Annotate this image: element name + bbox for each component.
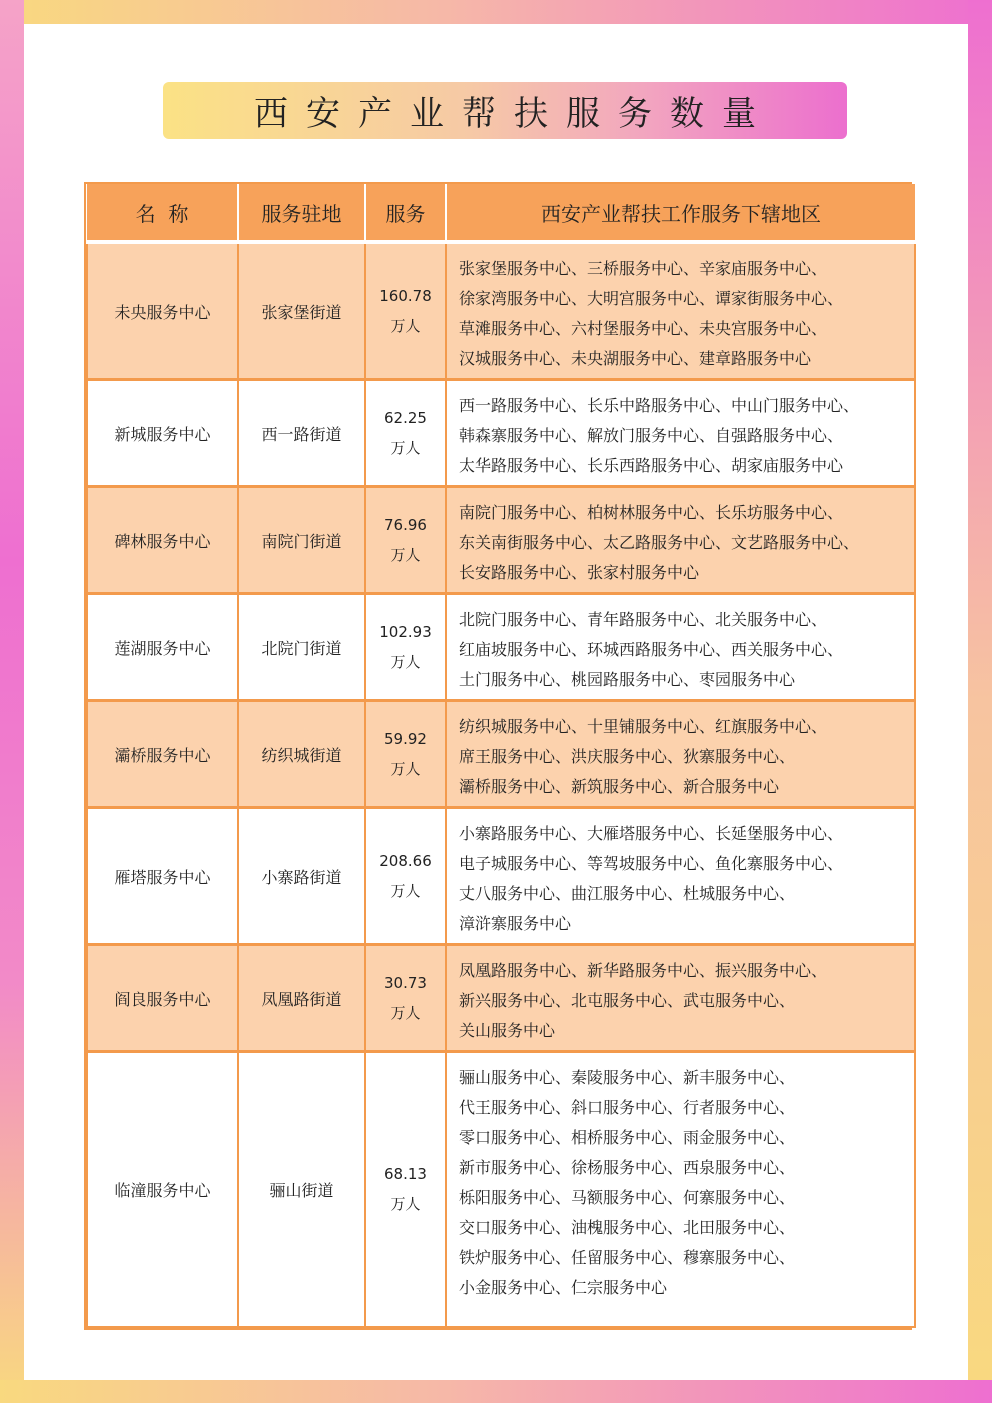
table-row [87,808,915,945]
service-value: 208.66 [379,852,432,870]
decorative-frame-right [968,0,992,1403]
decorative-frame-bottom [0,1380,992,1403]
cell-center-name: 灞桥服务中心 [87,701,238,808]
header-location: 服务驻地 [238,184,365,242]
cell-center-name: 临潼服务中心 [87,1052,238,1327]
cell-location: 小寨路街道 [238,808,365,945]
cell-center-name: 碑林服务中心 [87,487,238,594]
service-value: 68.13 [384,1165,427,1184]
area-line: 太华路服务中心、长乐西路服务中心、胡家庙服务中心 [459,456,844,475]
page-title: 西安产业帮扶服务数量 [254,94,774,134]
decorative-frame-top [0,0,992,24]
service-unit: 万人 [390,1004,421,1022]
table-body [87,242,915,1327]
area-line: 南院门服务中心、柏树林服务中心、长乐坊服务中心、 [459,503,844,522]
area-line: 漳浒寨服务中心 [459,914,572,933]
cell-areas [446,701,915,808]
area-line: 小寨路服务中心、大雁塔服务中心、长延堡服务中心、 [459,824,844,843]
area-line: 新市服务中心、徐杨服务中心、西泉服务中心、 [459,1158,796,1177]
cell-center-name: 莲湖服务中心 [87,594,238,701]
cell-location: 骊山街道 [238,1052,365,1327]
cell-service [365,380,446,487]
area-line: 长安路服务中心、张家村服务中心 [459,563,700,582]
cell-service [365,701,446,808]
header-service: 服务 [365,184,446,242]
area-line: 零口服务中心、相桥服务中心、雨金服务中心、 [459,1128,796,1147]
area-line: 北院门服务中心、青年路服务中心、北关服务中心、 [459,610,828,629]
cell-service [365,487,446,594]
area-line: 席王服务中心、洪庆服务中心、狄寨服务中心、 [459,747,796,766]
area-line: 小金服务中心、仁宗服务中心 [459,1278,668,1297]
table-row [87,701,915,808]
service-unit: 万人 [390,653,421,671]
cell-areas [446,242,915,380]
service-unit: 万人 [390,760,421,778]
cell-service [365,1052,446,1327]
table-row [87,594,915,701]
cell-location: 西一路街道 [238,380,365,487]
service-unit: 万人 [390,317,421,335]
header-area: 西安产业帮扶工作服务下辖地区 [446,184,915,242]
service-unit: 万人 [390,439,421,457]
cell-service [365,594,446,701]
cell-areas [446,808,915,945]
cell-center-name: 阎良服务中心 [87,945,238,1052]
table-row [87,380,915,487]
service-value: 160.78 [379,287,432,305]
area-line: 红庙坡服务中心、环城西路服务中心、西关服务中心、 [459,640,844,659]
cell-center-name: 未央服务中心 [87,242,238,380]
area-line: 丈八服务中心、曲江服务中心、杜城服务中心、 [459,884,796,903]
cell-center-name: 新城服务中心 [87,380,238,487]
table-row [87,945,915,1052]
cell-service [365,808,446,945]
area-line: 汉城服务中心、未央湖服务中心、建章路服务中心 [459,349,812,368]
cell-service [365,242,446,380]
area-line: 栎阳服务中心、马额服务中心、何寨服务中心、 [459,1188,796,1207]
area-line: 西一路服务中心、长乐中路服务中心、中山门服务中心、 [459,396,860,415]
service-value: 102.93 [379,623,432,641]
table-header-row [87,184,915,242]
service-value: 76.96 [384,516,427,534]
area-line: 铁炉服务中心、任留服务中心、穆寨服务中心、 [459,1248,796,1267]
table-row [87,1052,915,1327]
area-line: 韩森寨服务中心、解放门服务中心、自强路服务中心、 [459,426,844,445]
area-line: 代王服务中心、斜口服务中心、行者服务中心、 [459,1098,796,1117]
area-line: 草滩服务中心、六村堡服务中心、未央宫服务中心、 [459,319,828,338]
cell-service [365,945,446,1052]
cell-areas [446,380,915,487]
cell-location: 纺织城街道 [238,701,365,808]
cell-location: 南院门街道 [238,487,365,594]
cell-areas [446,594,915,701]
cell-areas [446,945,915,1052]
service-value: 30.73 [384,974,427,992]
page-title-banner [163,82,847,139]
area-line: 新兴服务中心、北屯服务中心、武屯服务中心、 [459,991,796,1010]
area-line: 交口服务中心、油槐服务中心、北田服务中心、 [459,1218,796,1237]
area-line: 关山服务中心 [459,1021,556,1040]
area-line: 东关南街服务中心、太乙路服务中心、文艺路服务中心、 [459,533,860,552]
area-line: 骊山服务中心、秦陵服务中心、新丰服务中心、 [459,1068,796,1087]
area-line: 凤凰路服务中心、新华路服务中心、振兴服务中心、 [459,961,828,980]
cell-center-name: 雁塔服务中心 [87,808,238,945]
cell-location: 凤凰路街道 [238,945,365,1052]
area-line: 电子城服务中心、等驾坡服务中心、鱼化寨服务中心、 [459,854,844,873]
decorative-frame-left [0,0,24,1403]
service-table [84,182,912,1330]
area-line: 土门服务中心、桃园路服务中心、枣园服务中心 [459,670,796,689]
service-unit: 万人 [390,546,421,564]
area-line: 灞桥服务中心、新筑服务中心、新合服务中心 [459,777,780,796]
cell-areas [446,487,915,594]
table-row [87,242,915,380]
cell-location: 北院门街道 [238,594,365,701]
service-value: 59.92 [384,730,427,748]
table-row [87,487,915,594]
service-value: 62.25 [384,409,427,427]
area-line: 纺织城服务中心、十里铺服务中心、红旗服务中心、 [459,717,828,736]
area-line: 张家堡服务中心、三桥服务中心、辛家庙服务中心、 [459,259,828,278]
service-unit: 万人 [390,882,421,900]
cell-location: 张家堡街道 [238,242,365,380]
area-line: 徐家湾服务中心、大明宫服务中心、谭家街服务中心、 [459,289,844,308]
cell-areas [446,1052,915,1327]
header-name: 名 称 [87,184,238,242]
service-unit: 万人 [390,1195,421,1214]
